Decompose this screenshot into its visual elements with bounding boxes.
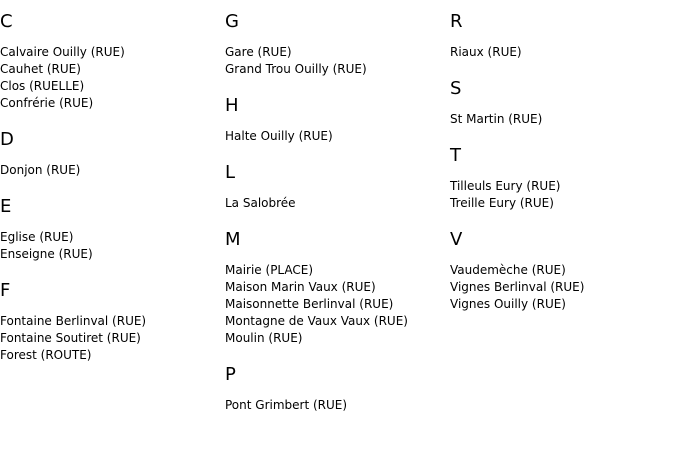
section-letter: H [225,95,239,116]
letter-section-f [0,279,220,364]
street-index-column-1 [0,0,220,364]
street-item: Clos (RUELLE) [0,79,85,93]
letter-section-c [0,10,220,112]
street-index-column-3 [450,0,670,313]
section-letter: D [0,129,14,150]
section-letter: S [450,78,462,99]
street-list [0,44,220,112]
letter-section-g [225,10,445,78]
street-item: Treille Eury (RUE) [450,196,554,210]
street-list [0,229,220,263]
street-list [450,262,670,313]
street-item: Donjon (RUE) [0,163,81,177]
street-list [450,111,670,128]
street-item: Vignes Berlinval (RUE) [450,280,585,294]
letter-section-l [225,161,445,212]
letter-section-p [225,363,445,414]
street-item: Montagne de Vaux Vaux (RUE) [225,314,408,328]
street-item: Cauhet (RUE) [0,62,81,76]
street-list [225,128,445,145]
section-letter: C [0,11,13,32]
street-list [225,262,445,347]
letter-section-m [225,228,445,347]
street-item: Calvaire Ouilly (RUE) [0,45,125,59]
street-index-column-2 [225,0,445,414]
street-item: Vignes Ouilly (RUE) [450,297,566,311]
section-letter: P [225,364,236,385]
letter-section-h [225,94,445,145]
section-letter: T [450,145,461,166]
street-item: Fontaine Berlinval (RUE) [0,314,147,328]
street-list [450,44,670,61]
street-list [225,397,445,414]
street-item: Tilleuls Eury (RUE) [450,179,561,193]
section-letter: V [450,229,463,250]
letter-section-v [450,228,670,313]
street-item: Moulin (RUE) [225,331,303,345]
section-letter: R [450,11,463,32]
section-letter: E [0,196,12,217]
section-letter: M [225,229,241,250]
street-item: Eglise (RUE) [0,230,74,244]
letter-section-r [450,10,670,61]
street-item: Fontaine Soutiret (RUE) [0,331,141,345]
street-list [225,44,445,78]
street-list [0,162,220,179]
street-item: La Salobrée [225,196,296,210]
street-list [0,313,220,364]
street-item: Maisonnette Berlinval (RUE) [225,297,394,311]
street-item: Mairie (PLACE) [225,263,314,277]
street-item: Gare (RUE) [225,45,292,59]
street-item: Pont Grimbert (RUE) [225,398,348,412]
street-list [450,178,670,212]
street-item: Confrérie (RUE) [0,96,94,110]
street-item: Forest (ROUTE) [0,348,92,362]
street-item: Grand Trou Ouilly (RUE) [225,62,367,76]
letter-section-t [450,144,670,212]
letter-section-e [0,195,220,263]
street-item: St Martin (RUE) [450,112,543,126]
street-list [225,195,445,212]
street-item: Maison Marin Vaux (RUE) [225,280,376,294]
street-item: Riaux (RUE) [450,45,522,59]
letter-section-d [0,128,220,179]
letter-section-s [450,77,670,128]
section-letter: G [225,11,239,32]
street-item: Vaudemèche (RUE) [450,263,566,277]
street-item: Halte Ouilly (RUE) [225,129,333,143]
street-item: Enseigne (RUE) [0,247,93,261]
section-letter: F [0,280,11,301]
section-letter: L [225,162,236,183]
